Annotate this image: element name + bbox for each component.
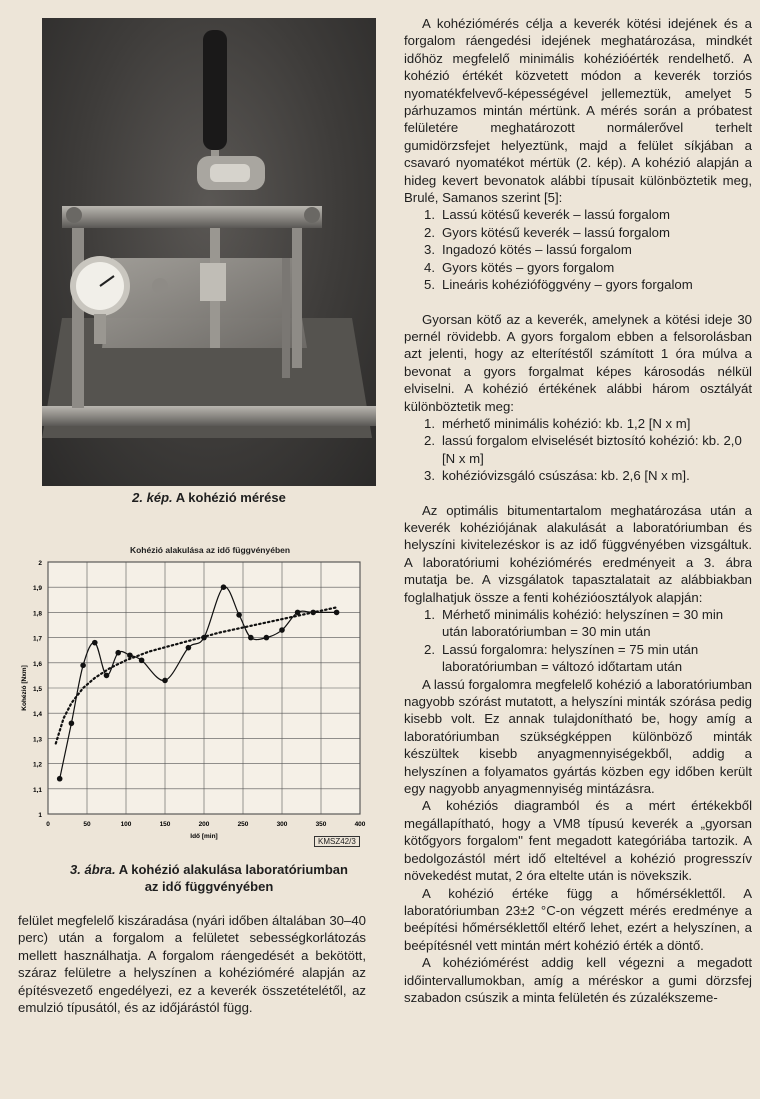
data-point bbox=[80, 663, 86, 669]
data-point bbox=[264, 635, 270, 641]
list-results bbox=[404, 606, 752, 676]
x-tick-label: 100 bbox=[120, 821, 132, 828]
x-axis-label: Idő [min] bbox=[190, 833, 218, 840]
x-tick-label: 0 bbox=[46, 821, 50, 828]
chart-title: Kohézió alakulása az idő függvényében bbox=[129, 545, 291, 555]
data-point bbox=[248, 635, 254, 641]
list-cohesion-types bbox=[404, 206, 752, 293]
figure-code: KMSZ42/3 bbox=[314, 836, 360, 847]
data-point bbox=[92, 640, 98, 646]
y-tick-label: 1,4 bbox=[32, 711, 42, 719]
list-item: 1. Mérhető minimális kohézió: helyszínen = 30 min után laboratóriumban = 30 min után bbox=[424, 607, 724, 640]
list-item: 1. Lassú kötésű keverék – lassú forgalom bbox=[424, 207, 670, 223]
data-point bbox=[162, 678, 168, 684]
y-tick-label: 1,3 bbox=[32, 736, 42, 744]
data-point bbox=[69, 720, 75, 726]
paragraph-3: Az optimális bitumentartalom meghatározása után a keverék kohéziójának alakulását a laboratóriumban és helyszíni kivitelezéskor is az idő függvényében vizsgáltuk. A laboratóriumi kohéziómérés eredményeit a 3. ábra mutatja be. A vizsgálatok tapasztalatait az alábbiakban foglalhatjuk össze a fenti kohézióosztályok alapján: bbox=[404, 502, 752, 605]
y-tick-label: 1,5 bbox=[32, 686, 42, 693]
y-tick-label: 1,1 bbox=[32, 786, 42, 794]
paragraph-7: A kohéziómérést addig kell végezni a megadott időintervallumokban, amíg a méréskor a gumi dörzsfej szabadon csúszik a minta felületén és zúzalékszeme- bbox=[404, 955, 752, 1005]
paragraph-2: Gyorsan kötő az a keverék, amelynek a kötési ideje 30 pernél rövidebb. A gyors forgalom ebben a felsorolásban azt jelenti, hogy az elterítéstől számított 1 óra múlva a bevonat a gyors forgalmat képes károsodás nélkül elviselni. A kohézió értékének alábbi három osztályát különböztetik meg: bbox=[404, 311, 752, 414]
right-column-text bbox=[404, 15, 752, 1006]
cohesion-chart bbox=[12, 552, 372, 852]
data-point bbox=[279, 627, 285, 633]
list-item: 2. lassú forgalom elviselését biztosító kohézió: kb. 2,0 [N x m] bbox=[424, 433, 742, 466]
photo-caption: 2. kép. A kohézió mérése bbox=[132, 490, 286, 505]
list-item: 5. Lineáris kohézióföggvény – gyors forgalom bbox=[424, 277, 693, 293]
paragraph-5: A kohéziós diagramból és a mért értékekből megállapítható, hogy a VM8 típusú keverék a „gyorsan kötőgyors forgalom" fent megadott kategóriába tartozik. A bedolgozástól mért idő elteltével a kohézió progresszív növekedést mutat, 2 óra eltelte után is növekszik. bbox=[404, 798, 752, 884]
y-tick-label: 1,9 bbox=[32, 585, 42, 593]
y-tick-label: 1,2 bbox=[32, 761, 42, 769]
x-tick-label: 350 bbox=[315, 821, 327, 828]
data-point bbox=[236, 612, 242, 618]
y-tick-label: 2 bbox=[38, 560, 42, 567]
data-point bbox=[221, 584, 227, 590]
left-paragraph: felület megfelelő kiszáradása (nyári időben általában 30–40 perc) után a forgalom a felületet sebességkorlátozás mellett használhatja. A forgalom ráengedését a bekötött, száraz felületre a helyszínen a kohézióméré alapján az építésvezető engedélyezi, ez a keverék összetételétől, az emulzió típusától, és az időjárástól függ. bbox=[18, 913, 366, 1016]
data-point bbox=[104, 673, 110, 679]
cohesion-tester-illustration bbox=[42, 18, 376, 486]
data-point bbox=[310, 610, 316, 616]
data-point bbox=[127, 652, 133, 658]
y-tick-label: 1 bbox=[38, 812, 42, 819]
data-point bbox=[186, 645, 192, 651]
data-point bbox=[139, 657, 145, 663]
data-point bbox=[334, 610, 340, 616]
list-item: 3. Ingadozó kötés – lassú forgalom bbox=[424, 242, 632, 258]
paragraph-1: A kohéziómérés célja a keverék kötési idejének és a forgalom ráengedési idejének meghatározása, mindkét időhöz megfelelő minimális kohézióérték rendelhető. A kohézió értékét közvetett módon a keverék torziós nyomatékfelvevő-képességével jellemeztük, amelyet 5 párhuzamos mintán mértünk. A mérés során a próbatest felületére meghatározott normálerővel terhelt gumidörzsfejet helyeztünk, majd a felület síkjában a csavaró nyomatékot mértük (2. kép). A kohézió alapján a hideg kevert bevonatok alábbi típusait különböztetik meg, Brulé, Samanos szerint [5]: bbox=[404, 16, 752, 206]
list-item: 3. kohézióvizsgáló csúszása: kb. 2,6 [N x m]. bbox=[424, 468, 690, 484]
data-point bbox=[201, 635, 207, 641]
left-column-text bbox=[18, 912, 366, 1016]
y-tick-label: 1,6 bbox=[32, 660, 42, 668]
x-tick-label: 50 bbox=[83, 821, 91, 828]
paragraph-4: A lassú forgalomra megfelelő kohézió a laboratóriumban nagyobb szórást mutatott, a helyszíni minták szórása pedig kisebb volt. Ez annak tulajdonítható be, hogy amíg a laboratóriumban szükségképpen különböző minták készültek kisebb anyagmennyiségekből, addig a helyszínen a folyamatos gyártás közben egy időben került egy nagyobb anyagmennyiség mintázásra. bbox=[404, 676, 752, 797]
data-point bbox=[57, 776, 63, 782]
list-item: 4. Gyors kötés – gyors forgalom bbox=[424, 259, 615, 275]
list-item: 2. Lassú forgalomra: helyszínen = 75 min után laboratóriumban = változó időtartam után bbox=[424, 641, 699, 675]
list-item: 1. mérhető minimális kohézió: kb. 1,2 [N x m] bbox=[424, 415, 691, 431]
cohesion-test-photo bbox=[42, 18, 376, 486]
paragraph-6: A kohézió értéke függ a hőmérséklettől. A laboratóriumban 23±2 °C-on végzett mérés eredménye a beépítési hőmérséklettől eltérő lehet, ezért a helyszínen, a beépítésnél vett mintán mért kohézió érték a döntő. bbox=[404, 885, 752, 953]
x-tick-label: 300 bbox=[276, 821, 288, 828]
list-cohesion-classes bbox=[404, 415, 752, 485]
x-tick-label: 150 bbox=[159, 821, 171, 828]
figure-caption: 3. ábra. A kohézió alakulása laboratóriumban az idő függvényében bbox=[70, 862, 348, 894]
data-point bbox=[115, 650, 121, 656]
x-tick-label: 400 bbox=[354, 821, 366, 828]
y-tick-label: 1,8 bbox=[32, 610, 42, 618]
data-point bbox=[295, 610, 301, 616]
x-tick-label: 250 bbox=[237, 821, 249, 828]
y-axis-label: Kohézió [Nxm] bbox=[21, 665, 28, 711]
x-tick-label: 200 bbox=[198, 821, 210, 828]
y-tick-label: 1,7 bbox=[32, 635, 42, 643]
list-item: 2. Gyors kötésű keverék – lassú forgalom bbox=[424, 224, 670, 240]
